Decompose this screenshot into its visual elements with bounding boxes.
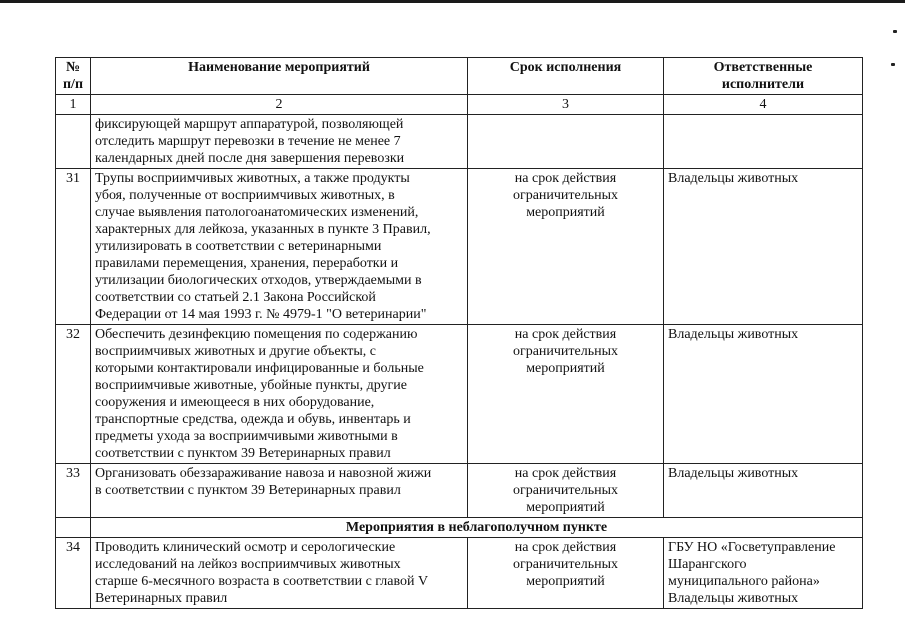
header-num: № п/п (56, 58, 91, 95)
col-number-2: 2 (91, 95, 468, 115)
table-row (56, 169, 863, 325)
column-number-row (56, 95, 863, 115)
header-name: Наименование мероприятий (91, 58, 468, 95)
continuation-resp (664, 115, 863, 169)
row-responsible: Владельцы животных (664, 169, 863, 325)
section-row (56, 518, 863, 538)
continuation-text: фиксирующей маршрут аппаратурой, позволяющей отследить маршрут перевозки в течение не менее 7 календарных дней после дня завершения перевозки (91, 115, 468, 169)
header-term: Срок исполнения (468, 58, 664, 95)
row-measure: Проводить клинический осмотр и серологические исследований на лейкоз восприимчивых животных старше 6-месячного возраста в соответствии с главой V Ветеринарных правил (91, 538, 468, 609)
col-number-1: 1 (56, 95, 91, 115)
col-number-3: 3 (468, 95, 664, 115)
row-responsible: Владельцы животных (664, 464, 863, 518)
table-row (56, 538, 863, 609)
row-term: на срок действия ограничительных мероприятий (468, 325, 664, 464)
header-row (56, 58, 863, 95)
row-term: на срок действия ограничительных мероприятий (468, 169, 664, 325)
continuation-num (56, 115, 91, 169)
section-num (56, 518, 91, 538)
col-number-4: 4 (664, 95, 863, 115)
row-number: 31 (56, 169, 91, 325)
header-resp: Ответственные исполнители (664, 58, 863, 95)
row-measure: Трупы восприимчивых животных, а также продукты убоя, полученные от восприимчивых животных, в случае выявления патологоанатомических изменений, характерных для лейкоза, указанных в пункте 3 Правил, утилизировать в соответствии с ветеринарными правилами перемещения, хранения, переработки и утилизации биологических отходов, утверждаемыми в соответствии со статьей 2.1 Закона Российской Федерации от 14 мая 1993 г. № 4979-1 "О ветеринарии" (91, 169, 468, 325)
row-term: на срок действия ограничительных мероприятий (468, 464, 664, 518)
page-top-border (0, 0, 905, 3)
row-measure: Организовать обеззараживание навоза и навозной жижи в соответствии с пунктом 39 Ветеринарных правил (91, 464, 468, 518)
row-measure: Обеспечить дезинфекцию помещения по содержанию восприимчивых животных и другие объекты, с которыми контактировали инфицированные и больные восприимчивые животные, убойные пункты, другие сооружения и имеющееся в них оборудование, транспортные средства, одежда и обувь, инвентарь и предметы ухода за восприимчивыми животными в соответствии с пунктом 39 Ветеринарных правил (91, 325, 468, 464)
section-title: Мероприятия в неблагополучном пункте (91, 518, 863, 538)
continuation-row (56, 115, 863, 169)
row-responsible: Владельцы животных (664, 325, 863, 464)
table-row (56, 464, 863, 518)
continuation-term (468, 115, 664, 169)
measures-table (55, 57, 863, 609)
row-number: 34 (56, 538, 91, 609)
row-number: 32 (56, 325, 91, 464)
row-number: 33 (56, 464, 91, 518)
table-row (56, 325, 863, 464)
row-responsible: ГБУ НО «Госветуправление Шарангского муниципального района» Владельцы животных (664, 538, 863, 609)
row-term: на срок действия ограничительных мероприятий (468, 538, 664, 609)
